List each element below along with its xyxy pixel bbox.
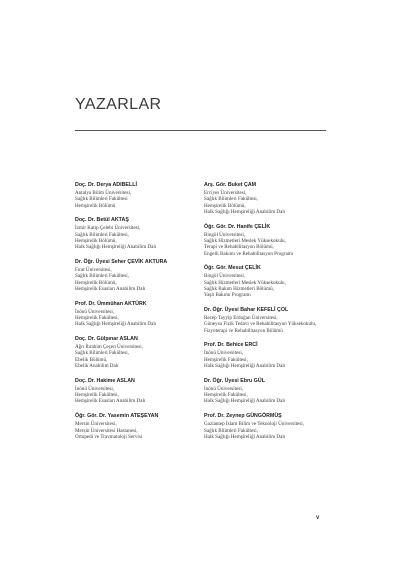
author-entry: [204, 413, 344, 440]
author-entry: [75, 182, 205, 209]
author-affiliation-line: Sağlık Bilimleri Fakültesi,: [204, 196, 258, 203]
author-name: Arş. Gör. Buket ÇAM: [204, 182, 257, 188]
author-affiliation-line: Sağlık Bakım Hizmetleri Bölümü,: [204, 285, 274, 292]
author-affiliation-line: Halk Sağlığı Hemşireliği Anabilim Dalı: [204, 208, 286, 215]
author-affiliation-line: İzmir Katip Çelebi Üniversitesi,: [75, 225, 141, 232]
author-affiliation-line: Fizyoterapi ve Rehabilitasyon Bölümü: [204, 327, 283, 334]
author-entry: [204, 224, 344, 257]
author-entry: [75, 301, 205, 328]
author-entry: [75, 413, 205, 440]
author-affiliation-line: Sağlık Bilimleri Fakültesi,: [75, 350, 129, 357]
author-name: Doç. Dr. Derya ADIBELLİ: [75, 182, 137, 188]
author-affiliation-line: Mersin Üniversitesi,: [75, 421, 117, 428]
author-name: Prof. Dr. Behice ERCİ: [204, 342, 258, 349]
author-affiliation-line: Sağlık Bilimleri Fakültesi,: [204, 427, 258, 434]
author-entry: [204, 182, 344, 215]
author-affiliation-line: Ağrı İbrahim Çeçen Üniversitesi,: [75, 344, 143, 351]
author-affiliation-line: Recep Tayyip Erdoğan Üniversitesi,: [204, 315, 278, 322]
author-affiliation-line: Sağlık Bilimleri Fakültesi: [75, 196, 128, 203]
author-name: Dr. Öğr. Üyesi Bahar KEFELİ ÇOL: [204, 307, 289, 314]
author-affiliation-line: Bingöl Üniversitesi,: [204, 273, 246, 280]
author-affiliation-line: İnönü Üniversitesi,: [75, 385, 115, 392]
authors-right-column: [204, 182, 344, 449]
author-affiliation-line: Güneysu Fizik Tedavi ve Rehabilitasyon Yüksekokulu,: [204, 321, 317, 328]
author-affiliation-line: İnönü Üniversitesi,: [204, 350, 244, 357]
author-affiliation-line: İnönü Üniversitesi,: [75, 308, 115, 315]
author-affiliation-line: Gaziantep İslam Bilim ve Teknoloji Üniversitesi,: [204, 421, 304, 428]
author-affiliation-line: Hemşirelik Bölümü,: [204, 202, 246, 209]
author-entry: [75, 217, 205, 250]
author-name: Dr. Öğr. Üyesi Seher ÇEVİK AKTURA: [75, 259, 168, 266]
author-affiliation-line: Terapi ve Rehabilitasyon Bölümü,: [204, 244, 274, 251]
author-affiliation-line: Erciyes Üniversitesi,: [204, 190, 247, 196]
author-affiliation-line: Hemşirelik Bölümü,: [75, 279, 117, 286]
author-affiliation-line: Sağlık Hizmetleri Meslek Yüksekokulu,: [204, 279, 286, 286]
author-affiliation-line: Ebelik Anabilim Dalı: [75, 363, 119, 370]
author-entry: [204, 265, 344, 298]
author-entry: [75, 378, 205, 405]
author-name: Öğr. Gör. Dr. Hanife ÇELİK: [204, 223, 271, 230]
author-affiliation-line: Halk Sağlığı Hemşireliği Anabilim Dalı: [204, 433, 286, 440]
author-affiliation-line: Engelli Bakımı ve Rehabilitasyon Programı: [204, 250, 294, 257]
author-affiliation-line: Hemşirelik Fakültesi,: [75, 315, 119, 322]
author-entry: [204, 307, 344, 334]
author-name: Prof. Dr. Ümmühan AKTÜRK: [75, 300, 147, 307]
author-affiliation-line: Ebelik Bölümü,: [75, 356, 108, 363]
author-affiliation-line: Hemşirelik Fakültesi,: [204, 392, 248, 399]
author-name: Doç. Dr. Gülpınar ASLAN: [75, 336, 138, 343]
author-affiliation-line: Hemşirelik Fakültesi,: [204, 356, 248, 363]
author-affiliation-line: Yaşlı Bakımı Programı: [204, 292, 251, 299]
author-affiliation-line: Bingöl Üniversitesi,: [204, 231, 246, 238]
author-affiliation-line: İnönü Üniversitesi,: [204, 385, 244, 392]
author-affiliation-line: Ortopedi ve Travmatoloji Servisi: [75, 433, 143, 440]
author-affiliation-line: Hemşirelik Bölümü,: [75, 237, 117, 244]
author-affiliation-line: Halk Sağlığı Hemşireliği Anabilim Dalı: [75, 321, 157, 328]
author-affiliation-line: Hemşirelik Esasları Anabilim Dalı: [75, 285, 146, 292]
author-entry: [204, 378, 344, 405]
author-name: Doç. Dr. Hakime ASLAN: [75, 377, 135, 384]
author-entry: [204, 342, 344, 369]
author-affiliation-line: Sağlık Bilimleri Fakültesi,: [75, 231, 129, 238]
author-affiliation-line: Sağlık Hizmetleri Meslek Yüksekokulu,: [204, 237, 286, 244]
author-affiliation-line: Hemşirelik Bölümü: [75, 202, 116, 209]
author-affiliation-line: Mersin Üniversitesi Hastanesi,: [75, 427, 138, 434]
author-affiliation-line: Fırat Üniversitesi,: [75, 267, 112, 274]
author-name: Dr. Öğr. Üyesi Ebru GÜL: [204, 377, 265, 384]
author-affiliation-line: Hemşirelik Fakültesi,: [75, 392, 119, 399]
author-name: Doç. Dr. Betül AKTAŞ: [75, 217, 129, 224]
title-divider: [75, 130, 326, 131]
author-affiliation-line: Antalya Bilim Üniversitesi,: [75, 190, 132, 196]
author-name: Prof. Dr. Zeynep GÜNGÖRMÜŞ: [204, 413, 282, 420]
author-affiliation-line: Hemşirelik Esasları Anabilim Dalı: [75, 398, 146, 405]
page-title: YAZARLAR: [75, 96, 162, 113]
author-affiliation-line: Halk Sağlığı Hemşireliği Anabilim Dalı: [204, 398, 286, 405]
author-affiliation-line: Sağlık Bilimleri Fakültesi,: [75, 273, 129, 280]
author-name: Öğr. Gör. Mesut ÇELİK: [204, 265, 261, 272]
authors-left-column: [75, 182, 205, 449]
author-name: Öğr. Gör. Dr. Yasemin ATEŞEYAN: [75, 413, 159, 420]
page-number: v: [316, 515, 320, 521]
author-entry: [75, 259, 205, 292]
author-entry: [75, 336, 205, 369]
author-affiliation-line: Halk Sağlığı Hemşireliği Anabilim Dalı: [204, 363, 286, 370]
author-affiliation-line: Halk Sağlığı Hemşireliği Anabilim Dalı: [75, 244, 157, 251]
